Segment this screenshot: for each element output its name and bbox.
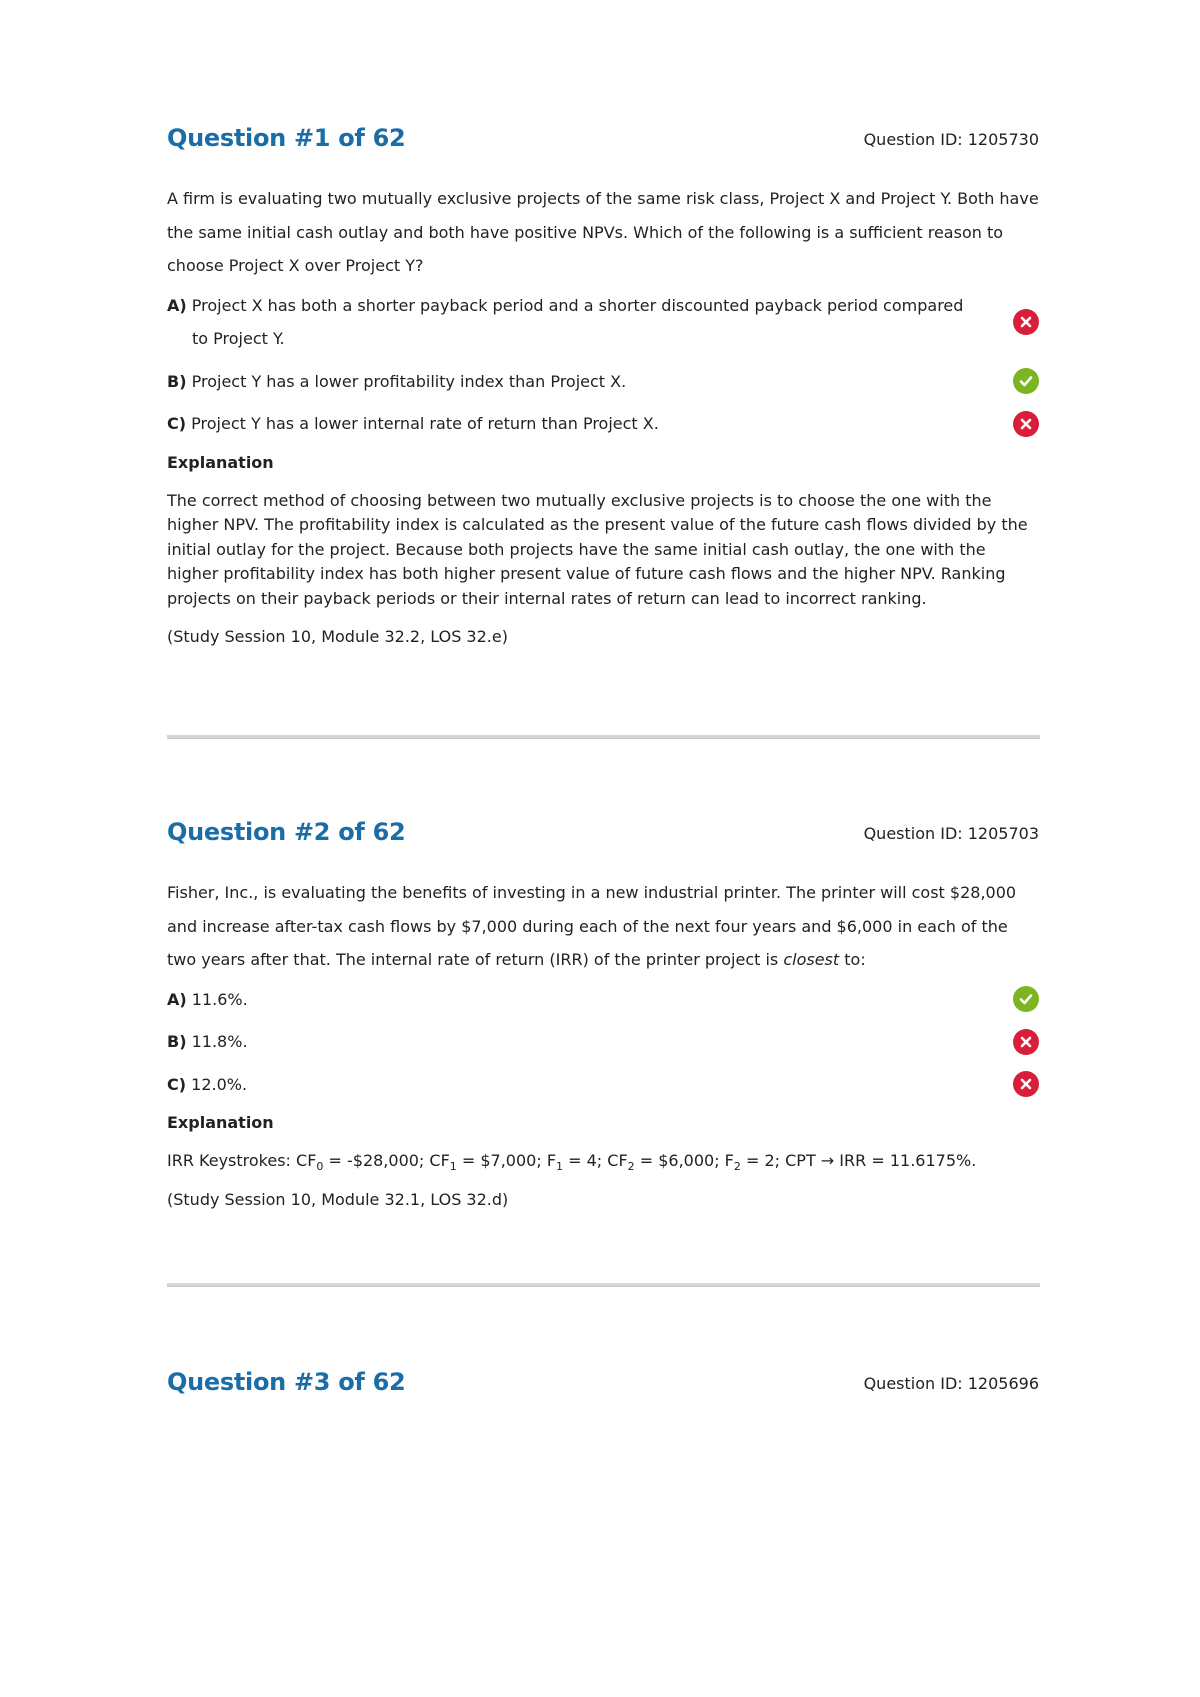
explanation-text [167, 1149, 1039, 1174]
option-letter: A) [167, 989, 187, 1009]
option-b[interactable] [167, 1025, 1039, 1059]
irr-text: = $6,000; F [634, 1151, 734, 1170]
option-text: 11.8%. [191, 1032, 248, 1051]
option-text: Project Y has a lower profitability index than Project X. [191, 371, 627, 391]
question-text-main: Fisher, Inc., is evaluating the benefits of investing in a new industrial printer. The printer will cost $28,000 and increase after-tax cash flows by $7,000 during each of the next four years and $6,000 in each of the two years after that. The internal rate of return (IRR) of the printer project is [167, 883, 1017, 969]
question-header [167, 1368, 1039, 1404]
question-2 [167, 818, 1039, 1209]
option-text: 11.6%. [191, 989, 248, 1009]
divider [167, 735, 1040, 739]
study-reference: (Study Session 10, Module 32.2, LOS 32.e) [167, 627, 508, 646]
check-circle-icon [1013, 986, 1039, 1012]
irr-text: = 4; CF [563, 1151, 628, 1170]
option-a[interactable] [167, 289, 1039, 356]
check-circle-icon [1013, 368, 1039, 394]
question-title: Question #2 of 62 [167, 818, 406, 846]
option-text: 12.0%. [191, 1074, 248, 1094]
question-id: Question ID: 1205703 [863, 824, 1039, 843]
option-c[interactable] [167, 407, 1039, 441]
question-header [167, 818, 1039, 854]
irr-text: = -$28,000; CF [323, 1151, 450, 1170]
study-reference: (Study Session 10, Module 32.1, LOS 32.d) [167, 1189, 509, 1209]
explanation-heading: Explanation [167, 452, 274, 472]
subscript: 2 [733, 1160, 741, 1174]
x-circle-icon [1013, 411, 1039, 437]
answer-options [167, 983, 1039, 1102]
explanation-heading: Explanation [167, 1113, 274, 1132]
option-letter: B) [167, 1032, 187, 1051]
question-text [167, 876, 1039, 977]
subscript: 2 [627, 1160, 635, 1174]
option-c[interactable] [167, 1068, 1039, 1102]
option-letter: B) [167, 371, 187, 391]
subscript: 1 [556, 1160, 564, 1174]
irr-text: = 2; CPT → IRR = 11.6175%. [740, 1151, 977, 1170]
question-text-emphasis: closest [783, 950, 840, 969]
option-letter: A) [167, 295, 187, 315]
x-circle-icon [1013, 309, 1039, 335]
x-circle-icon [1013, 1071, 1039, 1097]
question-id: Question ID: 1205730 [863, 130, 1039, 149]
subscript: 0 [316, 1160, 324, 1174]
subscript: 1 [449, 1160, 457, 1174]
answer-options [167, 289, 1039, 441]
option-text-continued: to Project Y. [192, 329, 285, 348]
option-a[interactable] [167, 983, 1039, 1017]
option-letter: C) [167, 414, 187, 433]
question-title: Question #1 of 62 [167, 124, 406, 152]
question-3 [167, 1368, 1039, 1404]
option-b[interactable] [167, 365, 1039, 399]
question-text: A firm is evaluating two mutually exclusive projects of the same risk class, Project X and Project Y. Both have the same initial cash outlay and both have positive NPVs. Which of the following is a sufficient reason to choose Project X over Project Y? [167, 189, 1039, 275]
question-header [167, 124, 1039, 160]
question-id: Question ID: 1205696 [863, 1374, 1039, 1393]
option-text: Project Y has a lower internal rate of return than Project X. [191, 414, 659, 433]
option-letter: C) [167, 1074, 187, 1094]
question-text-end: to: [839, 950, 866, 969]
question-title: Question #3 of 62 [167, 1368, 406, 1396]
irr-text: = $7,000; F [456, 1151, 557, 1170]
question-1 [167, 124, 1039, 646]
divider [167, 1283, 1040, 1287]
explanation-text: The correct method of choosing between two mutually exclusive projects is to choose the one with the higher NPV. The profitability index is calculated as the present value of the future cash flows divided by the initial outlay for the project. Because both projects have the same initial cash outlay, the one with the higher profitability index has both higher present value of future cash flows and the higher NPV. Ranking projects on their payback periods or their internal rates of return can lead to incorrect ranking. [167, 490, 1028, 608]
x-circle-icon [1013, 1029, 1039, 1055]
irr-text: IRR Keystrokes: CF [167, 1151, 317, 1170]
option-text: Project X has both a shorter payback period and a shorter discounted payback period compared [191, 295, 964, 315]
